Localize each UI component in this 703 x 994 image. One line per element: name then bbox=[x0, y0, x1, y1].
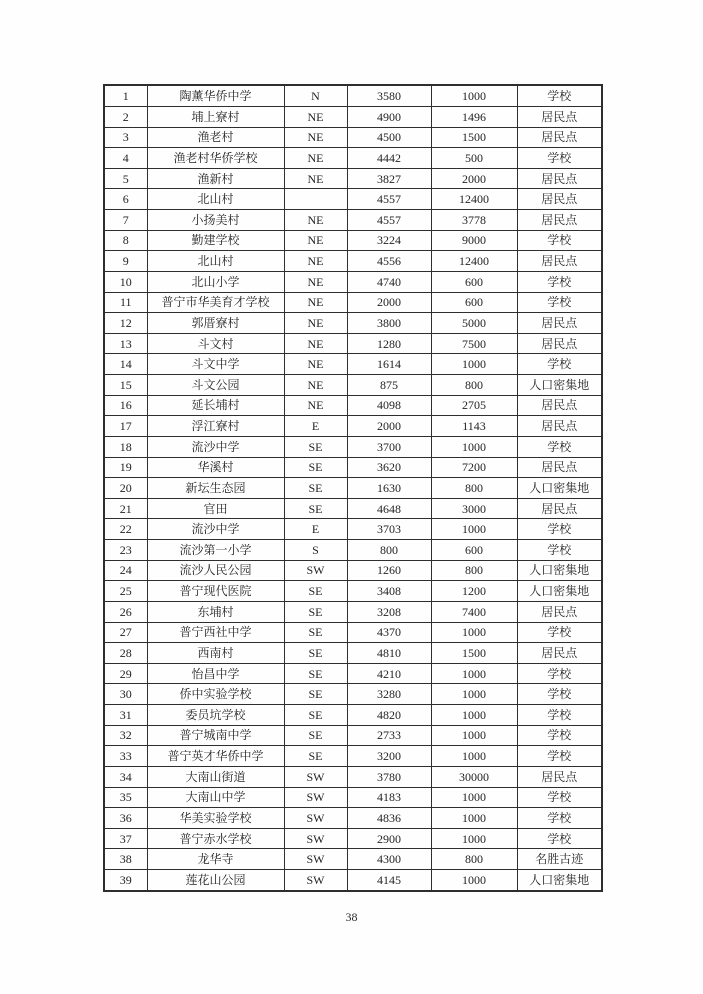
cell-category: 学校 bbox=[517, 746, 602, 767]
cell-value2: 600 bbox=[431, 292, 517, 313]
cell-no: 17 bbox=[104, 416, 147, 437]
cell-value1: 3200 bbox=[347, 746, 431, 767]
cell-value1: 3700 bbox=[347, 436, 431, 457]
cell-name: 怡昌中学 bbox=[147, 663, 284, 684]
cell-name: 斗文公园 bbox=[147, 375, 284, 396]
cell-category: 学校 bbox=[517, 519, 602, 540]
cell-category: 居民点 bbox=[517, 127, 602, 148]
cell-category: 学校 bbox=[517, 354, 602, 375]
cell-category: 人口密集地 bbox=[517, 375, 602, 396]
cell-value2: 1200 bbox=[431, 581, 517, 602]
cell-value1: 3703 bbox=[347, 519, 431, 540]
cell-value1: 4557 bbox=[347, 189, 431, 210]
table-row bbox=[104, 581, 602, 602]
cell-name: 斗文中学 bbox=[147, 354, 284, 375]
cell-value1: 4145 bbox=[347, 870, 431, 891]
cell-category: 居民点 bbox=[517, 766, 602, 787]
cell-value2: 5000 bbox=[431, 313, 517, 334]
cell-name: 渔新村 bbox=[147, 168, 284, 189]
cell-value2: 3778 bbox=[431, 210, 517, 231]
cell-value2: 1000 bbox=[431, 85, 517, 106]
cell-category: 居民点 bbox=[517, 106, 602, 127]
cell-value1: 1260 bbox=[347, 560, 431, 581]
cell-direction: SE bbox=[284, 457, 347, 478]
cell-no: 20 bbox=[104, 478, 147, 499]
cell-no: 31 bbox=[104, 705, 147, 726]
cell-value1: 4370 bbox=[347, 622, 431, 643]
cell-name: 西南村 bbox=[147, 643, 284, 664]
cell-value1: 3224 bbox=[347, 230, 431, 251]
cell-name: 郭厝寮村 bbox=[147, 313, 284, 334]
cell-name: 流沙中学 bbox=[147, 519, 284, 540]
cell-value1: 2733 bbox=[347, 725, 431, 746]
table-row bbox=[104, 251, 602, 272]
cell-value2: 1000 bbox=[431, 436, 517, 457]
cell-category: 居民点 bbox=[517, 457, 602, 478]
cell-direction: SE bbox=[284, 705, 347, 726]
cell-no: 23 bbox=[104, 540, 147, 561]
cell-category: 人口密集地 bbox=[517, 870, 602, 891]
cell-no: 35 bbox=[104, 787, 147, 808]
cell-value2: 1000 bbox=[431, 870, 517, 891]
cell-name: 大南山中学 bbox=[147, 787, 284, 808]
cell-direction: NE bbox=[284, 251, 347, 272]
cell-value1: 4648 bbox=[347, 498, 431, 519]
cell-no: 21 bbox=[104, 498, 147, 519]
cell-category: 学校 bbox=[517, 622, 602, 643]
cell-category: 学校 bbox=[517, 828, 602, 849]
cell-name: 侨中实验学校 bbox=[147, 684, 284, 705]
cell-category: 居民点 bbox=[517, 313, 602, 334]
table-row bbox=[104, 684, 602, 705]
cell-direction: SE bbox=[284, 622, 347, 643]
cell-name: 浮江寮村 bbox=[147, 416, 284, 437]
table-row bbox=[104, 292, 602, 313]
cell-name: 大南山街道 bbox=[147, 766, 284, 787]
cell-value2: 800 bbox=[431, 375, 517, 396]
cell-value2: 1500 bbox=[431, 643, 517, 664]
cell-direction bbox=[284, 189, 347, 210]
cell-category: 居民点 bbox=[517, 416, 602, 437]
cell-value1: 3780 bbox=[347, 766, 431, 787]
cell-category: 居民点 bbox=[517, 168, 602, 189]
cell-no: 29 bbox=[104, 663, 147, 684]
cell-value2: 3000 bbox=[431, 498, 517, 519]
cell-category: 学校 bbox=[517, 663, 602, 684]
table-row bbox=[104, 705, 602, 726]
cell-value2: 500 bbox=[431, 148, 517, 169]
cell-no: 38 bbox=[104, 849, 147, 870]
cell-category: 居民点 bbox=[517, 498, 602, 519]
cell-category: 居民点 bbox=[517, 333, 602, 354]
table-row bbox=[104, 395, 602, 416]
cell-category: 学校 bbox=[517, 705, 602, 726]
cell-value2: 800 bbox=[431, 478, 517, 499]
cell-category: 学校 bbox=[517, 540, 602, 561]
cell-category: 名胜古迹 bbox=[517, 849, 602, 870]
cell-name: 官田 bbox=[147, 498, 284, 519]
cell-no: 24 bbox=[104, 560, 147, 581]
cell-value2: 1000 bbox=[431, 808, 517, 829]
cell-no: 12 bbox=[104, 313, 147, 334]
table-row bbox=[104, 416, 602, 437]
table-row bbox=[104, 313, 602, 334]
cell-value1: 2000 bbox=[347, 416, 431, 437]
cell-value2: 1143 bbox=[431, 416, 517, 437]
cell-direction: NE bbox=[284, 395, 347, 416]
cell-direction: NE bbox=[284, 271, 347, 292]
cell-direction: E bbox=[284, 416, 347, 437]
cell-name: 流沙第一小学 bbox=[147, 540, 284, 561]
cell-value2: 1000 bbox=[431, 622, 517, 643]
cell-no: 27 bbox=[104, 622, 147, 643]
table-row bbox=[104, 148, 602, 169]
cell-no: 33 bbox=[104, 746, 147, 767]
table-row bbox=[104, 375, 602, 396]
cell-direction: S bbox=[284, 540, 347, 561]
cell-direction: NE bbox=[284, 106, 347, 127]
cell-value2: 800 bbox=[431, 560, 517, 581]
cell-name: 华溪村 bbox=[147, 457, 284, 478]
table-row bbox=[104, 210, 602, 231]
cell-no: 22 bbox=[104, 519, 147, 540]
cell-no: 1 bbox=[104, 85, 147, 106]
poi-table bbox=[103, 84, 603, 892]
cell-direction: NE bbox=[284, 313, 347, 334]
cell-name: 委员坑学校 bbox=[147, 705, 284, 726]
cell-name: 莲花山公园 bbox=[147, 870, 284, 891]
cell-name: 流沙中学 bbox=[147, 436, 284, 457]
cell-direction: SE bbox=[284, 643, 347, 664]
cell-value1: 3408 bbox=[347, 581, 431, 602]
cell-no: 4 bbox=[104, 148, 147, 169]
cell-name: 陶薰华侨中学 bbox=[147, 85, 284, 106]
cell-category: 学校 bbox=[517, 808, 602, 829]
table-row bbox=[104, 271, 602, 292]
cell-no: 26 bbox=[104, 601, 147, 622]
cell-direction: SW bbox=[284, 560, 347, 581]
cell-name: 埔上寮村 bbox=[147, 106, 284, 127]
cell-value1: 3580 bbox=[347, 85, 431, 106]
cell-value2: 2000 bbox=[431, 168, 517, 189]
cell-no: 34 bbox=[104, 766, 147, 787]
cell-name: 渔老村 bbox=[147, 127, 284, 148]
table-row bbox=[104, 230, 602, 251]
table-row bbox=[104, 870, 602, 891]
cell-direction: SE bbox=[284, 746, 347, 767]
cell-name: 北山村 bbox=[147, 251, 284, 272]
cell-no: 10 bbox=[104, 271, 147, 292]
cell-no: 16 bbox=[104, 395, 147, 416]
cell-value2: 1000 bbox=[431, 705, 517, 726]
table-row bbox=[104, 85, 602, 106]
cell-name: 普宁市华美育才学校 bbox=[147, 292, 284, 313]
cell-value2: 1000 bbox=[431, 519, 517, 540]
cell-no: 28 bbox=[104, 643, 147, 664]
cell-value2: 9000 bbox=[431, 230, 517, 251]
cell-direction: SE bbox=[284, 601, 347, 622]
cell-direction: SW bbox=[284, 787, 347, 808]
cell-value2: 12400 bbox=[431, 189, 517, 210]
cell-value1: 3280 bbox=[347, 684, 431, 705]
cell-value1: 4442 bbox=[347, 148, 431, 169]
cell-name: 小扬美村 bbox=[147, 210, 284, 231]
cell-value1: 4810 bbox=[347, 643, 431, 664]
cell-direction: SE bbox=[284, 498, 347, 519]
cell-no: 14 bbox=[104, 354, 147, 375]
cell-no: 7 bbox=[104, 210, 147, 231]
cell-category: 学校 bbox=[517, 271, 602, 292]
cell-no: 18 bbox=[104, 436, 147, 457]
table-row bbox=[104, 663, 602, 684]
cell-value1: 3620 bbox=[347, 457, 431, 478]
cell-name: 普宁赤水学校 bbox=[147, 828, 284, 849]
cell-no: 19 bbox=[104, 457, 147, 478]
cell-direction: SE bbox=[284, 436, 347, 457]
cell-direction: NE bbox=[284, 333, 347, 354]
cell-name: 普宁现代医院 bbox=[147, 581, 284, 602]
cell-value1: 4556 bbox=[347, 251, 431, 272]
cell-value1: 4740 bbox=[347, 271, 431, 292]
cell-name: 龙华寺 bbox=[147, 849, 284, 870]
cell-category: 学校 bbox=[517, 230, 602, 251]
table-row bbox=[104, 766, 602, 787]
cell-value2: 7500 bbox=[431, 333, 517, 354]
cell-value1: 1630 bbox=[347, 478, 431, 499]
cell-value1: 2000 bbox=[347, 292, 431, 313]
cell-name: 普宁城南中学 bbox=[147, 725, 284, 746]
table-row bbox=[104, 106, 602, 127]
cell-value2: 7200 bbox=[431, 457, 517, 478]
cell-direction: NE bbox=[284, 375, 347, 396]
cell-value2: 600 bbox=[431, 271, 517, 292]
cell-category: 居民点 bbox=[517, 395, 602, 416]
cell-value2: 1000 bbox=[431, 828, 517, 849]
cell-category: 居民点 bbox=[517, 189, 602, 210]
cell-direction: SW bbox=[284, 808, 347, 829]
table-row bbox=[104, 127, 602, 148]
cell-value1: 4500 bbox=[347, 127, 431, 148]
cell-value1: 1614 bbox=[347, 354, 431, 375]
table-row bbox=[104, 189, 602, 210]
cell-direction: NE bbox=[284, 210, 347, 231]
table-row bbox=[104, 725, 602, 746]
cell-category: 人口密集地 bbox=[517, 478, 602, 499]
cell-category: 居民点 bbox=[517, 251, 602, 272]
cell-category: 学校 bbox=[517, 684, 602, 705]
cell-direction: NE bbox=[284, 230, 347, 251]
cell-no: 8 bbox=[104, 230, 147, 251]
cell-name: 华美实验学校 bbox=[147, 808, 284, 829]
cell-no: 5 bbox=[104, 168, 147, 189]
cell-value1: 4900 bbox=[347, 106, 431, 127]
cell-direction: N bbox=[284, 85, 347, 106]
cell-value1: 3208 bbox=[347, 601, 431, 622]
cell-name: 流沙人民公园 bbox=[147, 560, 284, 581]
poi-table-body bbox=[104, 85, 602, 891]
table-row bbox=[104, 601, 602, 622]
cell-direction: E bbox=[284, 519, 347, 540]
cell-value2: 30000 bbox=[431, 766, 517, 787]
cell-direction: NE bbox=[284, 168, 347, 189]
cell-value2: 1000 bbox=[431, 746, 517, 767]
table-row bbox=[104, 808, 602, 829]
cell-no: 39 bbox=[104, 870, 147, 891]
cell-value2: 1000 bbox=[431, 354, 517, 375]
cell-value1: 2900 bbox=[347, 828, 431, 849]
cell-category: 学校 bbox=[517, 787, 602, 808]
cell-value2: 1000 bbox=[431, 684, 517, 705]
cell-category: 居民点 bbox=[517, 643, 602, 664]
table-row bbox=[104, 560, 602, 581]
cell-name: 东埔村 bbox=[147, 601, 284, 622]
cell-direction: SW bbox=[284, 828, 347, 849]
table-row bbox=[104, 436, 602, 457]
cell-value2: 7400 bbox=[431, 601, 517, 622]
table-row bbox=[104, 168, 602, 189]
cell-category: 学校 bbox=[517, 436, 602, 457]
cell-value1: 4210 bbox=[347, 663, 431, 684]
cell-direction: SW bbox=[284, 870, 347, 891]
cell-category: 人口密集地 bbox=[517, 560, 602, 581]
cell-no: 32 bbox=[104, 725, 147, 746]
cell-value2: 800 bbox=[431, 849, 517, 870]
cell-name: 北山村 bbox=[147, 189, 284, 210]
table-row bbox=[104, 478, 602, 499]
cell-value1: 4836 bbox=[347, 808, 431, 829]
cell-name: 普宁西社中学 bbox=[147, 622, 284, 643]
cell-no: 11 bbox=[104, 292, 147, 313]
cell-direction: SE bbox=[284, 663, 347, 684]
cell-value2: 600 bbox=[431, 540, 517, 561]
cell-no: 6 bbox=[104, 189, 147, 210]
cell-value1: 1280 bbox=[347, 333, 431, 354]
table-row bbox=[104, 787, 602, 808]
cell-no: 37 bbox=[104, 828, 147, 849]
cell-value1: 4300 bbox=[347, 849, 431, 870]
table-row bbox=[104, 746, 602, 767]
cell-no: 15 bbox=[104, 375, 147, 396]
cell-direction: SE bbox=[284, 478, 347, 499]
cell-value2: 1496 bbox=[431, 106, 517, 127]
cell-direction: SW bbox=[284, 766, 347, 787]
cell-category: 学校 bbox=[517, 725, 602, 746]
cell-value2: 1000 bbox=[431, 663, 517, 684]
cell-category: 学校 bbox=[517, 292, 602, 313]
cell-value1: 800 bbox=[347, 540, 431, 561]
cell-direction: NE bbox=[284, 127, 347, 148]
cell-value1: 3827 bbox=[347, 168, 431, 189]
table-row bbox=[104, 643, 602, 664]
cell-no: 30 bbox=[104, 684, 147, 705]
cell-name: 新坛生态园 bbox=[147, 478, 284, 499]
cell-no: 36 bbox=[104, 808, 147, 829]
table-row bbox=[104, 498, 602, 519]
cell-category: 人口密集地 bbox=[517, 581, 602, 602]
cell-direction: SW bbox=[284, 849, 347, 870]
cell-name: 延长埔村 bbox=[147, 395, 284, 416]
cell-name: 斗文村 bbox=[147, 333, 284, 354]
cell-category: 居民点 bbox=[517, 601, 602, 622]
cell-no: 25 bbox=[104, 581, 147, 602]
cell-no: 13 bbox=[104, 333, 147, 354]
cell-category: 学校 bbox=[517, 148, 602, 169]
cell-category: 学校 bbox=[517, 85, 602, 106]
table-row bbox=[104, 540, 602, 561]
cell-value1: 4098 bbox=[347, 395, 431, 416]
cell-category: 居民点 bbox=[517, 210, 602, 231]
cell-value1: 4183 bbox=[347, 787, 431, 808]
table-row bbox=[104, 457, 602, 478]
cell-value2: 1000 bbox=[431, 725, 517, 746]
cell-value1: 4820 bbox=[347, 705, 431, 726]
cell-name: 渔老村华侨学校 bbox=[147, 148, 284, 169]
cell-no: 3 bbox=[104, 127, 147, 148]
table-row bbox=[104, 622, 602, 643]
table-row bbox=[104, 828, 602, 849]
cell-value2: 2705 bbox=[431, 395, 517, 416]
cell-value2: 1500 bbox=[431, 127, 517, 148]
cell-value2: 1000 bbox=[431, 787, 517, 808]
cell-direction: SE bbox=[284, 684, 347, 705]
cell-name: 北山小学 bbox=[147, 271, 284, 292]
cell-value1: 4557 bbox=[347, 210, 431, 231]
cell-direction: NE bbox=[284, 292, 347, 313]
cell-value1: 3800 bbox=[347, 313, 431, 334]
cell-no: 2 bbox=[104, 106, 147, 127]
table-row bbox=[104, 519, 602, 540]
cell-direction: SE bbox=[284, 581, 347, 602]
table-row bbox=[104, 849, 602, 870]
cell-name: 普宁英才华侨中学 bbox=[147, 746, 284, 767]
table-row bbox=[104, 354, 602, 375]
cell-value1: 875 bbox=[347, 375, 431, 396]
cell-direction: NE bbox=[284, 354, 347, 375]
cell-direction: SE bbox=[284, 725, 347, 746]
cell-direction: NE bbox=[284, 148, 347, 169]
cell-no: 9 bbox=[104, 251, 147, 272]
cell-name: 勤建学校 bbox=[147, 230, 284, 251]
cell-value2: 12400 bbox=[431, 251, 517, 272]
page-number: 38 bbox=[345, 910, 358, 924]
table-row bbox=[104, 333, 602, 354]
